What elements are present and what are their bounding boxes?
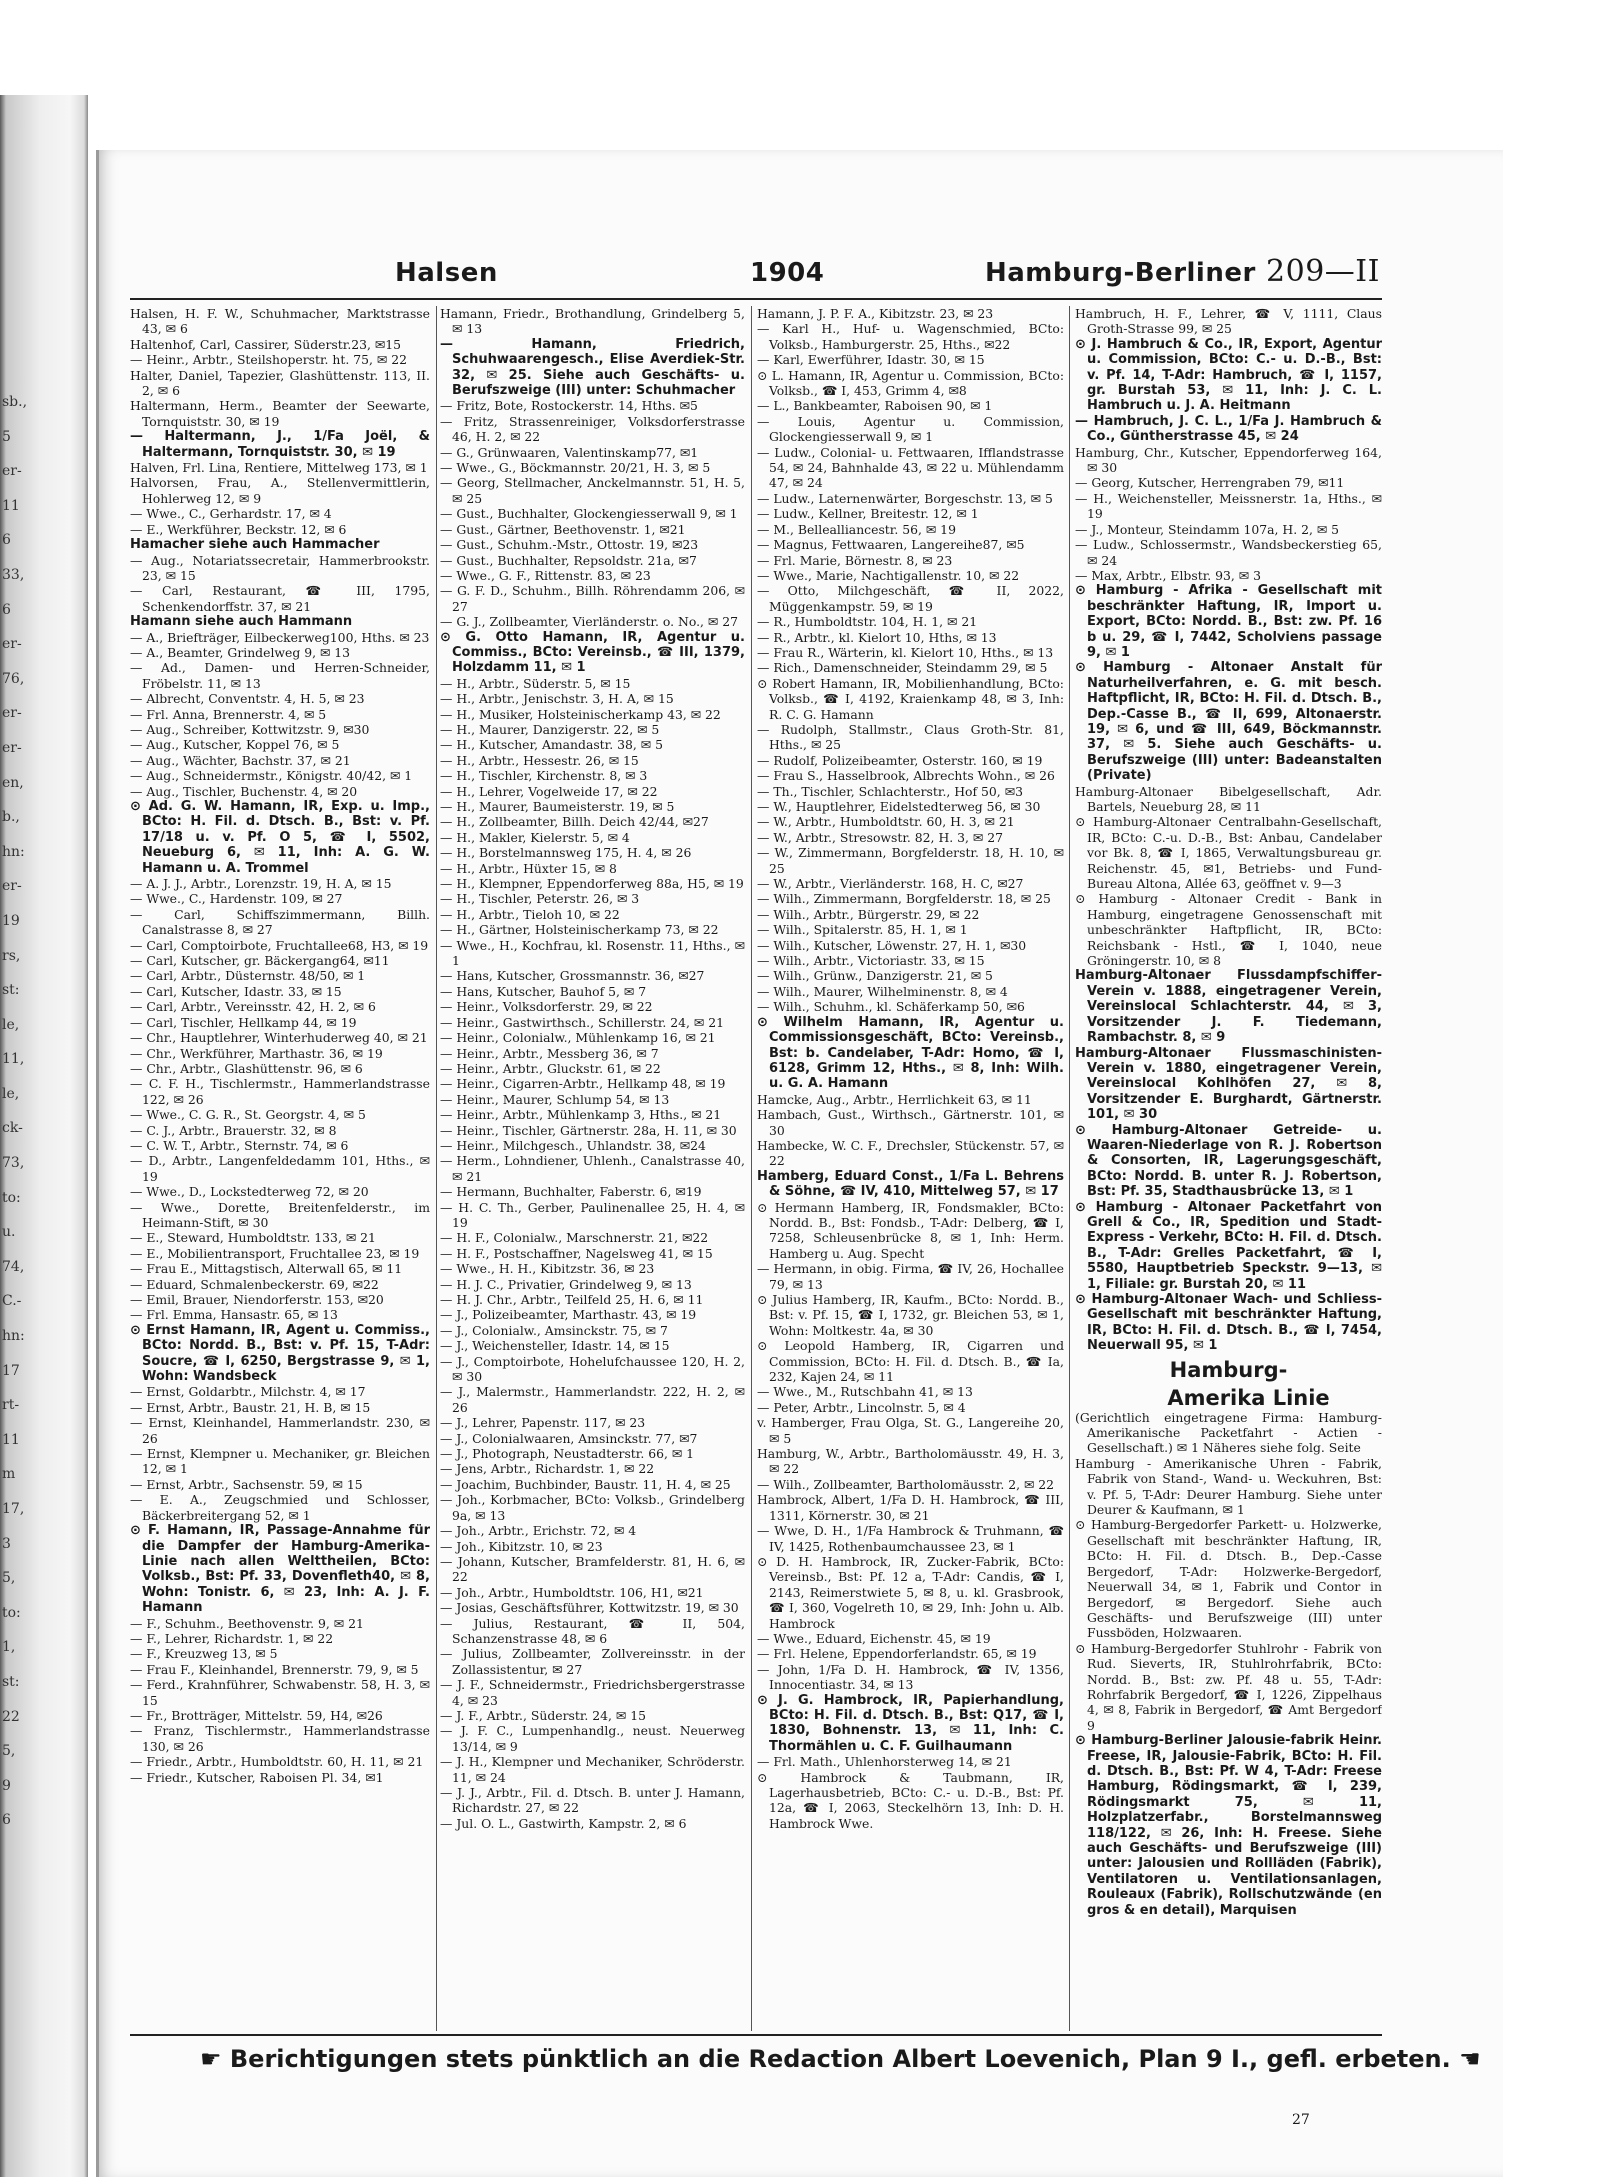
directory-entry: — Josias, Geschäftsführer, Kottwitzstr. 19, ✉ 30	[440, 1600, 739, 1616]
directory-entry: — Heinr., Arbtr., Gluckstr. 61, ✉ 22	[440, 1060, 661, 1076]
directory-entry: — Heinr., Gastwirthsch., Schillerstr. 24, ✉ 21	[440, 1014, 725, 1030]
directory-entry: — E. A., Zeugschmied und Schlosser, Bäckerbreitergang 52, ✉ 1	[130, 1492, 430, 1523]
directory-entry: — H., Tischler, Peterstr. 26, ✉ 3	[440, 891, 640, 907]
left-page-line: rt-	[2, 1397, 20, 1414]
directory-entry: — H., Arbtr., Hüxter 15, ✉ 8	[440, 860, 617, 876]
directory-entry: — Gust., Buchhalter, Glockengiesserwall 9, ✉ 1	[440, 506, 738, 522]
directory-entry: — A., Beamter, Grindelweg 9, ✉ 13	[130, 644, 351, 660]
directory-entry: — Aug., Kutscher, Koppel 76, ✉ 5	[130, 737, 340, 753]
directory-entry: — Eduard, Schmalenbeckerstr. 69, ✉22	[130, 1276, 379, 1292]
directory-entry: — J., Comptoirbote, Hohelufchaussee 120, H. 2, ✉ 30	[440, 1353, 745, 1385]
directory-entry: Hamann siehe auch Hammann	[130, 614, 353, 630]
directory-entry: Hamacher siehe auch Hammacher	[130, 537, 380, 553]
directory-entry: — J. J., Arbtr., Fil. d. Dtsch. B. unter J. Hamann, Richardstr. 27, ✉ 22	[440, 1785, 745, 1816]
directory-entry: — Carl, Comptoirbote, Fruchtallee68, H3, ✉ 19	[130, 937, 429, 953]
directory-entry: — H., Kutscher, Amandastr. 38, ✉ 5	[440, 737, 663, 753]
directory-entry: — Emil, Brauer, Niendorferstr. 153, ✉20	[130, 1292, 384, 1307]
directory-entry: Hamann, Friedr., Brothandlung, Grindelberg 5, ✉ 13	[440, 306, 745, 337]
directory-entry: ⊙ J. Hambruch & Co., IR, Export, Agentur u. Commission, BCto: C.- u. D.-B., Bst: v. Pf. 14, T-Adr: Hambruch, ☎ I, 1157, gr. Burstah 53, ✉ 11, Inh: J. C. L. Hambruch u. J. A. Heitmann	[1075, 336, 1382, 414]
directory-entry: ⊙ Hamburg - Altonaer Credit - Bank in Hamburg, eingetragene Genossenschaft mit unbeschränkter Haftpflicht, IR, BCto: Reichsbank - Hstl., ☎ I, 1040, neue Gröningerstr. 10, ✉ 8	[1075, 891, 1382, 969]
left-page-line: en,	[2, 774, 24, 791]
directory-entry: — H., Weichensteller, Meissnerstr. 1a, Hths., ✉ 19	[1075, 490, 1382, 522]
directory-entry: Hamburg - Amerikanische Uhren - Fabrik, Fabrik von Stand-, Wand- u. Weckuhren, Bst: v. Pf. 5, T-Adr: Deurer Hamburg. Siehe unter Deurer & Kaufmann, ✉ 1	[1075, 1455, 1382, 1518]
directory-entry: — Joh., Kibitzstr. 10, ✉ 23	[440, 1538, 603, 1554]
page-number: 27	[1292, 2112, 1310, 2128]
header-year: 1904	[750, 258, 825, 288]
directory-entry: — Chr., Werkführer, Marthastr. 36, ✉ 19	[130, 1045, 383, 1061]
pointing-hand-right-icon: ☛	[200, 2045, 222, 2073]
directory-entry: — Carl, Restaurant, ☎ III, 1795, Schenkendorffstr. 37, ✉ 21	[130, 583, 430, 614]
directory-entry: — Franz, Tischlermstr., Hammerlandstrasse 130, ✉ 26	[130, 1723, 430, 1754]
directory-entry: — Jens, Arbtr., Richardstr. 1, ✉ 22	[440, 1461, 655, 1477]
directory-entry: — Ludw., Laternenwärter, Borgeschstr. 13, ✉ 5	[757, 490, 1053, 506]
directory-entry: — Carl, Arbtr., Vereinsstr. 42, H. 2, ✉ 6	[130, 999, 376, 1015]
left-page-line: to:	[2, 1604, 21, 1621]
left-page-line: er-	[2, 878, 22, 895]
directory-entry: — C. F. H., Tischlermstr., Hammerlandstrasse 122, ✉ 26	[130, 1076, 430, 1107]
left-page-line: st:	[2, 1673, 20, 1690]
left-page-line: 11,	[2, 1051, 25, 1068]
header-left-word: Halsen	[395, 258, 498, 288]
directory-entry: — G. J., Zollbeamter, Vierländerstr. o. No., ✉ 27	[440, 614, 738, 630]
directory-entry: — W., Arbtr., Humboldtstr. 60, H. 3, ✉ 21	[757, 814, 1015, 830]
directory-entry: ⊙ G. Otto Hamann, IR, Agentur u. Commiss., BCto: Vereinsb., ☎ III, 1379, Holzdamm 11, ✉ 1	[440, 629, 745, 676]
directory-entry: — Heinr., Volksdorferstr. 29, ✉ 22	[440, 999, 653, 1015]
directory-entry: — H. F., Colonialw., Marschnerstr. 21, ✉22	[440, 1230, 709, 1246]
left-page-line: 22	[2, 1708, 20, 1725]
directory-entry: — Ernst, Kleinhandel, Hammerlandstr. 230, ✉ 26	[130, 1415, 430, 1446]
directory-entry: — Carl, Tischler, Hellkamp 44, ✉ 19	[130, 1014, 357, 1030]
column-3	[757, 306, 1064, 2031]
left-page-line: er-	[2, 636, 22, 653]
directory-entry: — Carl, Arbtr., Düsternstr. 48/50, ✉ 1	[130, 968, 366, 984]
directory-entry: — G. F. D., Schuhm., Billh. Röhrendamm 206, ✉ 27	[440, 583, 745, 614]
directory-entry: Haltermann, Herm., Beamter der Seewarte, Tornquiststr. 30, ✉ 19	[130, 398, 430, 429]
directory-entry: — Karl, Ewerführer, Idastr. 30, ✉ 15	[757, 352, 985, 368]
directory-entry: Hamberg, Eduard Const., 1/Fa L. Behrens & Söhne, ☎ IV, 410, Mittelweg 57, ✉ 17	[757, 1168, 1064, 1200]
left-page-line: 5	[2, 428, 11, 445]
directory-entry: — Friedr., Arbtr., Humboldtstr. 60, H. 11, ✉ 21	[130, 1754, 424, 1770]
directory-entry: — Peter, Arbtr., Lincolnstr. 5, ✉ 4	[757, 1399, 966, 1415]
directory-entry: — W., Zimmermann, Borgfelderstr. 18, H. 10, ✉ 25	[757, 845, 1064, 876]
directory-entry: — J., Polizeibeamter, Marthastr. 43, ✉ 19	[440, 1307, 697, 1323]
directory-entry: — R., Humboldtstr. 104, H. 1, ✉ 21	[757, 614, 978, 630]
directory-entry: — Frau F., Kleinhandel, Brennerstr. 79, 9, ✉ 5	[130, 1661, 419, 1677]
directory-entry: — Wwe., G., Böckmannstr. 20/21, H. 3, ✉ 5	[440, 460, 711, 476]
left-page-line: 6	[2, 601, 11, 618]
directory-entry: Hambecke, W. C. F., Drechsler, Stückenstr. 57, ✉ 22	[757, 1137, 1064, 1169]
directory-entry: — H., Maurer, Danzigerstr. 22, ✉ 5	[440, 721, 660, 737]
directory-entry: — Louis, Agentur u. Commission, Glockengiesserwall 9, ✉ 1	[757, 413, 1064, 445]
directory-entry: — W., Hauptlehrer, Eidelstedterweg 56, ✉ 30	[757, 799, 1041, 814]
directory-entry: — Aug., Schreiber, Kottwitzstr. 9, ✉30	[130, 721, 370, 737]
directory-entry: — H., Tischler, Kirchenstr. 8, ✉ 3	[440, 768, 648, 784]
directory-entry: — Hans, Kutscher, Grossmannstr. 36, ✉27	[440, 968, 705, 984]
directory-entry: ⊙ Ad. G. W. Hamann, IR, Exp. u. Imp., BCto: H. Fil. d. Dtsch. B., Bst: v. Pf. 17/18 u. v. Pf. O 5, ☎ I, 5502, Neueburg 6, ✉ 11, Inh: A. G. W. Hamann u. A. Trommel	[130, 799, 430, 876]
directory-entry: — H. C. Th., Gerber, Paulinenallee 25, H. 4, ✉ 19	[440, 1199, 745, 1230]
directory-entry: — W., Arbtr., Stresowstr. 82, H. 3, ✉ 27	[757, 829, 1003, 845]
directory-entry: ⊙ Hamburg-Bergedorfer Stuhlrohr - Fabrik von Rud. Sieverts, IR, Stuhlrohrfabrik, BCto: Nordd. B., Bst: zw. Pf. 48 u. 55, T-Adr: Rohrfabrik Bergedorf, ☎ I, 1226, Zippelhaus 4, ✉ 8, Fabrik in Bergedorf, ☎ Amt Bergedorf 9	[1075, 1640, 1382, 1733]
directory-entry: — H., Arbtr., Jenischstr. 3, H. A, ✉ 15	[440, 691, 674, 707]
directory-entry: — Frl. Helene, Eppendorferlandstr. 65, ✉ 19	[757, 1646, 1037, 1662]
directory-entry: — Friedr., Kutscher, Raboisen Pl. 34, ✉1	[130, 1769, 384, 1785]
directory-entry: — E., Werkführer, Beckstr. 12, ✉ 6	[130, 521, 347, 537]
left-page-line: 19	[2, 912, 20, 929]
directory-entry: — Joh., Arbtr., Humboldtstr. 106, H1, ✉21	[440, 1584, 704, 1600]
directory-entry: — Wwe., Eduard, Eichenstr. 45, ✉ 19	[757, 1630, 991, 1646]
directory-entry: ⊙ Hamburg - Altonaer Packetfahrt von Grell & Co., IR, Spedition und Stadt-Express - Verkehr, BCto: H. Fil. d. Dtsch. B., T-Adr: Grelles Packetfahrt, ☎ I, 5580, Hauptbetrieb Speckstr. 9—13, ✉ 1, Filiale: gr. Burstah 20, ✉ 11	[1075, 1199, 1382, 1292]
column-divider	[1069, 306, 1070, 2031]
directory-entry: ⊙ Hamburg-Berliner Jalousie-fabrik Heinr. Freese, IR, Jalousie-Fabrik, BCto: H. Fil. d. Dtsch. B., Bst: Pf. W 4, T-Adr: Freese Hamburg, Rödingsmarkt, ☎ I, 239, Rödingsmarkt 75, ✉ 11, Holzplatzerfabr., Borstelmannsweg 118/122, ✉ 26, Inh: H. Freese. Siehe auch Geschäfts- und Berufszweige (III) unter: Jalousien und Rollläden (Fabrik), Ventilatoren u. Ventilationsanlagen, Rouleaux (Fabrik), Rollschutzwände (en gros & en detail), Marquisen	[1075, 1733, 1382, 1918]
directory-entry: — Ernst, Arbtr., Baustr. 21, H. B, ✉ 15	[130, 1399, 371, 1415]
directory-entry: Hamburg, Chr., Kutscher, Eppendorferweg 164, ✉ 30	[1075, 444, 1382, 476]
directory-entry: — Georg, Kutscher, Herrengraben 79, ✉11	[1075, 475, 1345, 491]
directory-entry: ⊙ Julius Hamberg, IR, Kaufm., BCto: Nordd. B., Bst: v. Pf. 15, ☎ I, 1732, gr. Bleichen 53, ✉ 1, Wohn: Moltkestr. 4a, ✉ 30	[757, 1292, 1064, 1338]
directory-entry: — W., Arbtr., Vierländerstr. 168, H. C, ✉27	[757, 876, 1024, 892]
directory-entry: — J. F., Arbtr., Süderstr. 24, ✉ 15	[440, 1707, 647, 1723]
directory-entry: — H., Makler, Kielerstr. 5, ✉ 4	[440, 829, 630, 845]
left-page-line: 1,	[2, 1639, 16, 1656]
directory-entry: — H., Klempner, Eppendorferweg 88a, H5, ✉ 19	[440, 876, 744, 892]
left-page-line: rs,	[2, 947, 21, 964]
footer-text: Berichtigungen stets pünktlich an die Redaction Albert Loevenich, Plan 9 I., gefl. erbeten.	[229, 2045, 1451, 2073]
directory-entry: Halsen, H. F. W., Schuhmacher, Marktstrasse 43, ✉ 6	[130, 306, 430, 337]
directory-entry: ⊙ F. Hamann, IR, Passage-Annahme für die Dampfer der Hamburg-Amerika-Linie nach allen Welttheilen, BCto: Volksb., Bst: Pf. 33, Dovenfleth40, ✉ 8, Wohn: Tonistr. 6, ✉ 23, Inh: A. J. F. Hamann	[130, 1523, 430, 1616]
left-page-edge	[0, 95, 88, 2177]
directory-entry: — Wwe., C. G. R., St. Georgstr. 4, ✉ 5	[130, 1107, 366, 1123]
directory-entry: — Wwe., Dorette, Breitenfelderstr., im Heimann-Stift, ✉ 30	[130, 1199, 430, 1230]
directory-entry: — Karl H., Huf- u. Wagenschmied, BCto: Volksb., Hamburgerstr. 25, Hths., ✉22	[757, 321, 1064, 352]
left-page-line: 6	[2, 1812, 11, 1829]
directory-entry: — H., Lehrer, Vogelweide 17, ✉ 22	[440, 783, 658, 799]
left-page-line: st:	[2, 982, 20, 999]
left-page-line: C.-	[2, 1293, 22, 1310]
directory-entry: — Wwe., C., Gerhardstr. 17, ✉ 4	[130, 506, 332, 522]
directory-entry: — Johann, Kutscher, Bramfelderstr. 81, H. 6, ✉ 22	[440, 1553, 745, 1585]
directory-entry: — Wwe., H., Kochfrau, kl. Rosenstr. 11, Hths., ✉ 1	[440, 937, 745, 969]
directory-entry: — Wilh., Schuhm., kl. Schäferkamp 50, ✉6	[757, 999, 1025, 1015]
directory-entry: — Wwe., Marie, Nachtigallenstr. 10, ✉ 22	[757, 567, 1020, 583]
directory-entry: Hamann, J. P. F. A., Kibitzstr. 23, ✉ 23	[757, 306, 994, 321]
directory-entry: ⊙ Wilhelm Hamann, IR, Agentur u. Commissionsgeschäft, BCto: Vereinsb., Bst: b. Candelaber, T-Adr: Homo, ☎ I, 6128, Grimm 12, Hths., ✉ 8, Inh: Wilh. u. G. A. Hamann	[757, 1014, 1064, 1092]
directory-entry: Hamburg, W., Arbtr., Bartholomäusstr. 49, H. 3, ✉ 22	[757, 1446, 1064, 1477]
directory-entry: ⊙ Hamburg - Altonaer Anstalt für Naturheilverfahren, e. G. mit besch. Haftpflicht, IR, BCto: H. Fil. d. Dtsch. B., Dep.-Casse B., ☎ II, 699, Altonaerstr. 19, ✉ 6, und ☎ III, 649, Böckmannstr. 37, ✉ 5. Siehe auch Geschäfts- u. Berufszweige (III) unter: Badeanstalten (Private)	[1075, 660, 1382, 784]
directory-entry: — Julius, Restaurant, ☎ II, 504, Schanzenstrasse 48, ✉ 6	[440, 1615, 745, 1646]
directory-entry: — Carl, Kutscher, gr. Bäckergang64, ✉11	[130, 953, 390, 969]
directory-entry: — D., Arbtr., Langenfeldedamm 101, Hths., ✉ 19	[130, 1153, 430, 1184]
directory-entry: — Frau S., Hasselbrook, Albrechts Wohn., ✉ 26	[757, 768, 1055, 784]
left-page-line: 17	[2, 1362, 20, 1379]
directory-entry: ⊙ Hamburg-Altonaer Centralbahn-Gesellschaft, IR, BCto: C.-u. D.-B., Bst: Anbau, Candelaber vor Bk. 8, ☎ I, 1865, Verwaltungsbureau gr. Reichenstr. 45, ✉1, Betriebs- und Fund-Bureau Altona, Allée 63, geöffnet v. 9—3	[1075, 814, 1382, 892]
directory-entry: ⊙ Hamburg-Bergedorfer Parkett- u. Holzwerke, Gesellschaft mit beschränkter Haftung, IR, BCto: H. Fil. d. Dtsch. B., Dep.-Casse Bergedorf, T-Adr: Holzwerke-Bergedorf, Neuerwall 34, ✉ 1, Fabrik und Contor in Bergedorf, ✉ Bergedorf. Siehe auch Geschäfts- und Berufszweige (III) unter Fussböden, Holzwaaren.	[1075, 1517, 1382, 1641]
header-page-number: 209—II	[1266, 254, 1380, 289]
directory-entry: — Wilh., Kutscher, Löwenstr. 27, H. 1, ✉30	[757, 937, 1027, 953]
column-2	[440, 306, 745, 2031]
directory-entry: — Frl. Emma, Hansastr. 65, ✉ 13	[130, 1307, 338, 1323]
directory-entry: — E., Mobilientransport, Fruchtallee 23, ✉ 19	[130, 1245, 420, 1261]
column-1	[130, 306, 430, 2031]
directory-entry: — Carl, Schiffszimmermann, Billh. Canalstrasse 8, ✉ 27	[130, 906, 430, 938]
directory-entry: — J., Weichensteller, Idastr. 14, ✉ 15	[440, 1338, 670, 1354]
directory-entry: — H., Musiker, Holsteinischerkamp 43, ✉ 22	[440, 706, 721, 722]
directory-entry: — Aug., Tischler, Buchenstr. 4, ✉ 20	[130, 783, 358, 799]
directory-entry: — Chr., Arbtr., Glashüttenstr. 96, ✉ 6	[130, 1060, 363, 1076]
left-page-line: le,	[2, 1016, 20, 1033]
directory-entry: — Julius, Zollbeamter, Zollvereinsstr. in der Zollassistentur, ✉ 27	[440, 1646, 745, 1677]
directory-entry: — H., Arbtr., Hessestr. 26, ✉ 15	[440, 752, 639, 768]
directory-entry: v. Hamberger, Frau Olga, St. G., Langereihe 20, ✉ 5	[757, 1415, 1064, 1446]
directory-entry: Halven, Frl. Lina, Rentiere, Mittelweg 173, ✉ 1	[130, 460, 428, 476]
directory-entry: — Fr., Brotträger, Mittelstr. 59, H4, ✉26	[130, 1707, 383, 1723]
left-page-line: er-	[2, 463, 22, 480]
directory-entry: — Wilh., Arbtr., Victoriastr. 33, ✉ 15	[757, 953, 985, 969]
directory-entry: — H., Arbtr., Tieloh 10, ✉ 22	[440, 906, 620, 922]
directory-entry: — J. H., Klempner und Mechaniker, Schröderstr. 11, ✉ 24	[440, 1754, 745, 1785]
directory-entry: — M., Bellealliancestr. 56, ✉ 19	[757, 521, 956, 537]
footer-rule	[130, 2034, 1382, 2036]
directory-entry: — Otto, Milchgeschäft, ☎ II, 2022, Müggenkampstr. 59, ✉ 19	[757, 583, 1064, 614]
directory-entry: — Wwe., H. H., Kibitzstr. 36, ✉ 23	[440, 1261, 655, 1277]
directory-entry: — Ludw., Kellner, Breitestr. 12, ✉ 1	[757, 506, 979, 522]
directory-entry: — H., Arbtr., Süderstr. 5, ✉ 15	[440, 675, 631, 691]
left-page-line: 11	[2, 1431, 20, 1448]
pointing-hand-left-icon: ☚	[1459, 2045, 1481, 2073]
footer-notice	[200, 2045, 1481, 2073]
left-page-line: m	[2, 1466, 16, 1483]
directory-entry: — J., Monteur, Steindamm 107a, H. 2, ✉ 5	[1075, 521, 1340, 537]
directory-entry: — J., Colonialw., Amsinckstr. 75, ✉ 7	[440, 1322, 668, 1338]
left-page-line: u.	[2, 1224, 16, 1241]
header-rule	[130, 298, 1382, 300]
page-header	[130, 254, 1380, 298]
directory-entry: — A., Briefträger, Eilbeckerweg100, Hths. ✉ 23	[130, 629, 430, 645]
directory-entry: ⊙ D. H. Hambrock, IR, Zucker-Fabrik, BCto: Vereinsb., Bst: Pf. 12 a, T-Adr: Candis, ☎ I, 2143, Reimerstwiete 5, ✉ 8, u. kl. Grasbrook, ☎ I, 360, Vogelreth 10, ✉ 29, Inh: John u. Alb. Hambrock	[757, 1553, 1064, 1631]
directory-entry: Haltenhof, Carl, Cassirer, Süderstr.23, ✉15	[130, 336, 402, 352]
directory-entry: — Carl, Kutscher, Idastr. 33, ✉ 15	[130, 983, 342, 999]
directory-entry: — Wilh., Zollbeamter, Bartholomäusstr. 2, ✉ 22	[757, 1476, 1055, 1492]
directory-entry: — F., Schuhm., Beethovenstr. 9, ✉ 21	[130, 1615, 364, 1631]
directory-entry: — Chr., Hauptlehrer, Winterhuderweg 40, ✉ 21	[130, 1030, 428, 1046]
directory-entry: ⊙ L. Hamann, IR, Agentur u. Commission, BCto: Volksb., ☎ I, 453, Grimm 4, ✉8	[757, 367, 1064, 399]
directory-entry: — Frau E., Mittagstisch, Alterwall 65, ✉ 11	[130, 1261, 403, 1277]
directory-entry: — H. F., Postschaffner, Nagelsweg 41, ✉ 15	[440, 1245, 713, 1261]
directory-entry: — Aug., Schneidermstr., Königstr. 40/42, ✉ 1	[130, 768, 413, 784]
column-divider	[751, 306, 752, 2031]
directory-entry: — Heinr., Maurer, Schlump 54, ✉ 13	[440, 1091, 670, 1107]
directory-entry: — Gust., Schuhm.-Mstr., Ottostr. 19, ✉23	[440, 537, 699, 553]
directory-entry: — Herm., Lohndiener, Uhlenh., Canalstrasse 40, ✉ 21	[440, 1153, 745, 1184]
directory-entry: — F., Lehrer, Richardstr. 1, ✉ 22	[130, 1630, 334, 1646]
directory-entry: ⊙ Ernst Hamann, IR, Agent u. Commiss., BCto: Nordd. B., Bst: v. Pf. 15, T-Adr: Soucre, ☎ I, 6250, Bergstrasse 9, ✉ 1, Wohn: Wandsbeck	[130, 1322, 430, 1385]
directory-entry: — Rich., Damenschneider, Steindamm 29, ✉ 5	[757, 660, 1048, 676]
left-page-line: 5,	[2, 1743, 16, 1760]
directory-entry: — A. J. J., Arbtr., Lorenzstr. 19, H. A, ✉ 15	[130, 876, 392, 892]
directory-entry: — Ernst, Arbtr., Sachsenstr. 59, ✉ 15	[130, 1476, 363, 1492]
directory-entry: — H., Zollbeamter, Billh. Deich 42/44, ✉27	[440, 814, 709, 830]
directory-entry: — Wwe., G. F., Rittenstr. 83, ✉ 23	[440, 567, 651, 583]
directory-entry: Halvorsen, Frau, A., Stellenvermittlerin, Hohlerweg 12, ✉ 9	[130, 475, 430, 506]
directory-entry: — J., Photograph, Neustadterstr. 66, ✉ 1	[440, 1446, 695, 1462]
left-page-line: hn:	[2, 1328, 25, 1345]
directory-entry: — Ernst, Klempner u. Mechaniker, gr. Bleichen 12, ✉ 1	[130, 1446, 430, 1477]
directory-entry: — Frau R., Wärterin, kl. Kielort 10, Hths., ✉ 13	[757, 644, 1054, 660]
column-divider	[436, 306, 437, 2031]
directory-entry: — Albrecht, Conventstr. 4, H. 5, ✉ 23	[130, 691, 365, 707]
left-page-line: 6	[2, 532, 11, 549]
left-page-line: 5,	[2, 1570, 16, 1587]
directory-entry: — Wilh., Zimmermann, Borgfelderstr. 18, ✉ 25	[757, 891, 1051, 907]
directory-entry: — Haltermann, J., 1/Fa Joël, & Haltermann, Tornquiststr. 30, ✉ 19	[130, 429, 430, 460]
directory-entry: Hambach, Gust., Wirthsch., Gärtnerstr. 101, ✉ 30	[757, 1107, 1064, 1138]
directory-entry: — Hermann, in obig. Firma, ☎ IV, 26, Hochallee 79, ✉ 13	[757, 1261, 1064, 1292]
left-page-line: 9	[2, 1777, 11, 1794]
directory-entry: — J. F., Schneidermstr., Friedrichsbergerstrasse 4, ✉ 23	[440, 1677, 745, 1708]
left-page-line: to:	[2, 1189, 21, 1206]
directory-entry: — G., Grünwaaren, Valentinskamp77, ✉1	[440, 444, 699, 460]
directory-entry: Hamburg-Altonaer Bibelgesellschaft, Adr. Bartels, Neueburg 28, ✉ 11	[1075, 783, 1382, 814]
directory-entry: — Aug., Wächter, Bachstr. 37, ✉ 21	[130, 752, 351, 768]
directory-entry: — H., Borstelmannsweg 175, H. 4, ✉ 26	[440, 845, 692, 861]
header-right-word: Hamburg-Berliner	[985, 258, 1256, 288]
directory-entry: — C. J., Arbtr., Brauerstr. 32, ✉ 8	[130, 1122, 337, 1138]
directory-entry: — Heinr., Cigarren-Arbtr., Hellkamp 48, ✉ 19	[440, 1076, 726, 1092]
left-page-line: 33,	[2, 566, 25, 583]
section-heading: Amerika Linie	[1167, 1385, 1330, 1410]
directory-entry: (Gerichtlich eingetragene Firma: Hamburg-Amerikanische Packetfahrt - Actien - Gesellschaft.) ✉ 1 Näheres siehe folg. Seite	[1075, 1409, 1382, 1456]
directory-entry: — Aug., Notariatssecretair, Hammerbrookstr. 23, ✉ 15	[130, 552, 430, 583]
left-page-line: 11	[2, 497, 20, 514]
directory-entry: — Ad., Damen- und Herren-Schneider, Fröbelstr. 11, ✉ 13	[130, 660, 430, 691]
left-page-line: ck-	[2, 1120, 23, 1137]
directory-entry: — Hamann, Friedrich, Schuhwaarengesch., Elise Averdiek-Str. 32, ✉ 25. Siehe auch Geschäfts- u. Berufszweige (III) unter: Schuhmacher	[440, 336, 745, 399]
directory-entry: — Wilh., Arbtr., Bürgerstr. 29, ✉ 22	[757, 906, 980, 922]
directory-entry: — H. J. C., Privatier, Grindelweg 9, ✉ 13	[440, 1276, 692, 1292]
left-page-line: sb.,	[2, 394, 28, 410]
directory-entry: — Max, Arbtr., Elbstr. 93, ✉ 3	[1075, 567, 1261, 583]
directory-entry: — Frl. Marie, Börnestr. 8, ✉ 23	[757, 552, 953, 568]
directory-entry: — Wwe., D., Lockstedterweg 72, ✉ 20	[130, 1184, 369, 1200]
left-page-line: 76,	[2, 670, 25, 687]
left-page-line: er-	[2, 705, 22, 722]
directory-entry: — Heinr., Colonialw., Mühlenkamp 16, ✉ 21	[440, 1030, 716, 1046]
left-page-line: 73,	[2, 1155, 25, 1172]
directory-entry: Hambrock, Albert, 1/Fa D. H. Hambrock, ☎ III, 1311, Körnerstr. 30, ✉ 21	[757, 1492, 1064, 1523]
directory-entry: — Hambruch, J. C. L., 1/Fa J. Hambruch & Co., Güntherstrasse 45, ✉ 24	[1075, 413, 1382, 445]
directory-entry: — J., Malermstr., Hammerlandstr. 222, H. 2, ✉ 26	[440, 1384, 745, 1415]
left-page-line: le,	[2, 1085, 20, 1102]
directory-entry: ⊙ Hamburg-Altonaer Wach- und Schliess-Gesellschaft mit beschränkter Haftung, IR, BCto: H. Fil. d. Dtsch. B., ☎ I, 7454, Neuerwall 95, ✉ 1	[1075, 1292, 1382, 1354]
directory-entry: — Gust., Buchhalter, Repsoldstr. 21a, ✉7	[440, 552, 697, 568]
directory-entry: ⊙ Hambrock & Taubmann, IR, Lagerhausbetrieb, BCto: C.- u. D.-B., Bst: Pf. 12a, ☎ I, 2063, Steckelhörn 13, Inh: D. H. Hambrock Wwe.	[757, 1769, 1064, 1831]
directory-entry: — Th., Tischler, Schlachterstr., Hof 50, ✉3	[757, 783, 1023, 799]
directory-entry: — John, 1/Fa D. H. Hambrock, ☎ IV, 1356, Innocentiastr. 34, ✉ 13	[757, 1661, 1064, 1693]
directory-entry: — Ferd., Krahnführer, Schwabenstr. 58, H. 3, ✉ 15	[130, 1677, 430, 1708]
directory-entry: — Wwe, D. H., 1/Fa Hambrock & Truhmann, ☎ IV, 1425, Rothenbaumchaussee 23, ✉ 1	[757, 1523, 1064, 1554]
directory-entry: — Joh., Arbtr., Erichstr. 72, ✉ 4	[440, 1523, 637, 1539]
directory-entry: — Gust., Gärtner, Beethovenstr. 1, ✉21	[440, 521, 686, 537]
directory-entry: — Fritz, Strassenreiniger, Volksdorferstrasse 46, H. 2, ✉ 22	[440, 413, 745, 445]
directory-entry: — Heinr., Tischler, Gärtnerstr. 28a, H. 11, ✉ 30	[440, 1122, 737, 1138]
directory-entry: ⊙ Hermann Hamberg, IR, Fondsmakler, BCto: Nordd. B., Bst: Fondsb., T-Adr: Delberg, ☎ I, 7258, Schleusenbrücke 8, ✉ 1, Inh: Herm. Hamberg u. Aug. Specht	[757, 1199, 1064, 1261]
directory-entry: — Ludw., Schlossermstr., Wandsbeckerstieg 65, ✉ 24	[1075, 537, 1382, 568]
directory-entry: — Heinr., Arbtr., Mühlenkamp 3, Hths., ✉ 21	[440, 1107, 722, 1123]
left-page-line: hn:	[2, 843, 25, 860]
directory-entry: — Georg, Stellmacher, Anckelmannstr. 51, H. 5, ✉ 25	[440, 475, 745, 506]
directory-entry: ⊙ Robert Hamann, IR, Mobilienhandlung, BCto: Volksb., ☎ I, 4192, Kraienkamp 48, ✉ 3, Inh: R. C. G. Hamann	[757, 675, 1064, 722]
directory-entry: — Hans, Kutscher, Bauhof 5, ✉ 7	[440, 983, 647, 999]
directory-entry: — Joachim, Buchbinder, Baustr. 11, H. 4, ✉ 25	[440, 1476, 731, 1492]
directory-entry: — Joh., Korbmacher, BCto: Volksb., Grindelberg 9a, ✉ 13	[440, 1492, 745, 1523]
directory-entry: ⊙ J. G. Hambrock, IR, Papierhandlung, BCto: H. Fil. d. Dtsch. B., Bst: Q17, ☎ I, 1830, Bohnenstr. 13, ✉ 11, Inh: C. Thormählen u. C. F. Guilhaumann	[757, 1692, 1064, 1754]
directory-entry: — Heinr., Arbtr., Steilshoperstr. ht. 75, ✉ 22	[130, 352, 408, 368]
directory-entry: — F., Kreuzweg 13, ✉ 5	[130, 1646, 278, 1662]
directory-entry: Hamburg-Altonaer Flussmaschinisten-Verein v. 1880, eingetragener Verein, Vereinslocal Kohlhöfen 27, ✉ 8, Vorsitzender E. Burghardt, Gärtnerstr. 101, ✉ 30	[1075, 1045, 1382, 1123]
directory-entry: ⊙ Hamburg - Afrika - Gesellschaft mit beschränkter Haftung, IR, Import u. Export, BCto: Nordd. B., Bst: zw. Pf. 16 b u. 29, ☎ I, 7442, Scholviens passage 9, ✉ 1	[1075, 583, 1382, 660]
directory-entry: — Frl. Anna, Brennerstr. 4, ✉ 5	[130, 706, 327, 722]
directory-entry: ⊙ Hamburg-Altonaer Getreide- u. Waaren-Niederlage von R. J. Robertson & Consorten, IR, Lagerungsgeschäft, BCto: Nordd. B. unter R. J. Robertson, Bst: Pf. 35, Stadthausbrücke 13, ✉ 1	[1075, 1122, 1382, 1200]
directory-entry: — Jul. O. L., Gastwirth, Kampstr. 2, ✉ 6	[440, 1815, 687, 1831]
directory-entry: — L., Bankbeamter, Raboisen 90, ✉ 1	[757, 398, 993, 414]
column-4	[1075, 306, 1382, 2031]
directory-entry: — Wilh., Grünw., Danzigerstr. 21, ✉ 5	[757, 968, 993, 984]
section-heading: Hamburg-	[1169, 1357, 1288, 1382]
directory-entry: — Wilh., Spitalerstr. 85, H. 1, ✉ 1	[757, 922, 968, 938]
directory-entry: — Frl. Math., Uhlenhorsterweg 14, ✉ 21	[757, 1754, 1012, 1770]
left-page-fragment	[2, 385, 32, 1838]
directory-entry: — Wwe., C., Hardenstr. 109, ✉ 27	[130, 891, 343, 907]
directory-entry: — Wilh., Maurer, Wilhelminenstr. 8, ✉ 4	[757, 983, 1008, 999]
directory-entry: — H., Gärtner, Holsteinischerkamp 73, ✉ 22	[440, 922, 719, 938]
directory-entry: — R., Arbtr., kl. Kielort 10, Hths, ✉ 13	[757, 629, 997, 645]
directory-entry: — H., Maurer, Baumeisterstr. 19, ✉ 5	[440, 799, 675, 814]
directory-entry: — Heinr., Arbtr., Messberg 36, ✉ 7	[440, 1045, 659, 1061]
directory-entry: — Wwe., M., Rutschbahn 41, ✉ 13	[757, 1384, 973, 1400]
directory-entry: — Fritz, Bote, Rostockerstr. 14, Hths. ✉5	[440, 398, 698, 414]
directory-entry: — Ernst, Goldarbtr., Milchstr. 4, ✉ 17	[130, 1384, 366, 1400]
left-page-line: 17,	[2, 1501, 25, 1517]
directory-entry: — E., Steward, Humboldtstr. 133, ✉ 21	[130, 1230, 376, 1246]
left-page-line: 74,	[2, 1258, 25, 1275]
directory-entry: — Rudolf, Polizeibeamter, Osterstr. 160, ✉ 19	[757, 752, 1043, 768]
directory-entry: Halter, Daniel, Tapezier, Glashüttenstr. 113, II. 2, ✉ 6	[130, 367, 430, 399]
directory-entry: — Ludw., Colonial- u. Fettwaaren, Ifflandstrasse 54, ✉ 24, Bahnhalde 43, ✉ 22 u. Mühlendamm 47, ✉ 24	[757, 444, 1064, 491]
left-page-line: er-	[2, 739, 22, 756]
left-page-line: 3	[2, 1535, 11, 1552]
directory-entry: Hambruch, H. F., Lehrer, ☎ V, 1111, Claus Groth-Strasse 99, ✉ 25	[1075, 306, 1382, 337]
directory-entry: — Heinr., Milchgesch., Uhlandstr. 38, ✉24	[440, 1137, 706, 1153]
directory-entry: — Hermann, Buchhalter, Faberstr. 6, ✉19	[440, 1184, 702, 1200]
directory-entry: — Rudolph, Stallmstr., Claus Groth-Str. 81, Hths., ✉ 25	[757, 721, 1064, 753]
directory-entry: — J., Lehrer, Papenstr. 117, ✉ 23	[440, 1415, 646, 1431]
directory-entry: — J. F. C., Lumpenhandlg., neust. Neuerweg 13/14, ✉ 9	[440, 1723, 745, 1754]
directory-entry: Hamcke, Aug., Arbtr., Herrlichkeit 63, ✉ 11	[757, 1091, 1032, 1107]
directory-entry: — J., Colonialwaaren, Amsinckstr. 77, ✉7	[440, 1430, 698, 1446]
directory-entry: Hamburg-Altonaer Flussdampfschiffer-Verein v. 1888, eingetragener Verein, Vereinslocal Schlachterstr. 44, ✉ 3, Vorsitzender J. F. Tiedemann, Rambachstr. 8, ✉ 9	[1075, 968, 1382, 1046]
directory-entry: — C. W. T., Arbtr., Sternstr. 74, ✉ 6	[130, 1137, 349, 1153]
directory-entry: ⊙ Leopold Hamberg, IR, Cigarren und Commission, BCto: H. Fil. d. Dtsch. B., ☎ Ia, 232, Kajen 24, ✉ 11	[757, 1338, 1064, 1385]
left-page-line: b.,	[2, 809, 20, 826]
directory-entry: — H. J. Chr., Arbtr., Teilfeld 25, H. 6, ✉ 11	[440, 1292, 704, 1307]
directory-entry: — Magnus, Fettwaaren, Langereihe87, ✉5	[757, 537, 1025, 553]
